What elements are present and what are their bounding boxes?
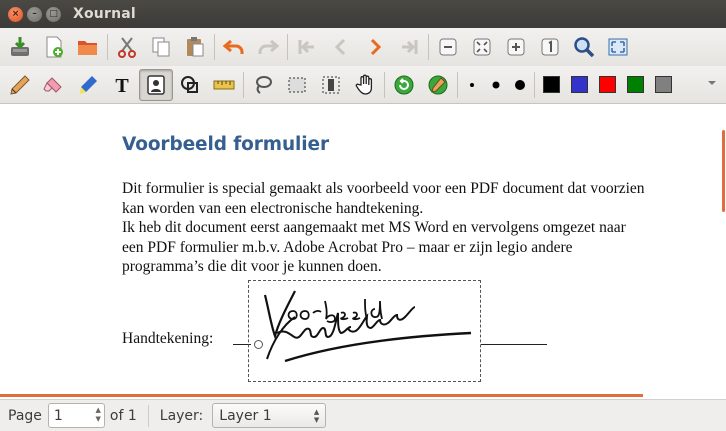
color-green-button[interactable] [621,69,649,101]
rect-select-icon [285,73,309,97]
default-tool-button[interactable] [387,69,421,101]
paragraph-line: Ik heb dit document eerst aangemaakt met MS Word en vervolgens omgezet naar [122,219,626,236]
zoom-fit-icon [470,35,494,59]
ruler-icon [212,73,236,97]
page-number-spinner[interactable] [48,403,105,428]
signature-line-right [481,344,547,345]
signature-label: Handtekening: [122,330,214,347]
undo-button[interactable] [217,31,251,63]
new-page-icon [42,35,66,59]
window-title: Xournal [73,6,136,22]
redo-button[interactable] [251,31,285,63]
svg-text:T: T [115,74,129,97]
zoom-normal-icon [538,35,562,59]
zoom-in-icon [504,35,528,59]
save-icon [8,35,32,59]
zoom-normal-button[interactable] [533,31,567,63]
default-pen-button[interactable] [421,69,455,101]
close-icon: × [11,8,20,19]
paragraph-line: Dit formulier is special gemaakt als voorbeeld voor een PDF document dat voorzien [122,180,645,197]
maximize-button[interactable] [46,7,61,22]
chevron-down-icon: ▼ [313,416,320,424]
horizontal-scrollbar[interactable] [0,394,643,397]
document-canvas[interactable] [0,104,726,399]
status-bar [0,399,726,431]
document-paragraph [122,179,702,277]
toolbar-separator [457,72,458,98]
hand-tool-icon [353,73,377,97]
dot-thick-icon [510,75,530,95]
previous-page-icon [329,35,353,59]
minimize-icon: – [32,8,37,19]
text-tool-icon [110,73,134,97]
signature-resize-handle[interactable] [254,340,263,349]
color-black-swatch [543,76,560,93]
page-count-label: of 1 [109,407,137,424]
pen-size-thick-button[interactable] [508,69,532,101]
layer-value: Layer 1 [219,407,272,424]
next-page-icon [363,35,387,59]
paste-button[interactable] [178,31,212,63]
page-label: Page [8,407,42,424]
image-tool-button[interactable] [139,69,173,101]
pen-size-medium-button[interactable] [484,69,508,101]
shape-recognizer-icon [178,73,202,97]
document-heading: Voorbeeld formulier [122,134,329,155]
open-button[interactable] [71,31,105,63]
toolbar-separator [214,34,215,60]
status-separator [148,405,149,427]
undo-icon [222,35,246,59]
last-page-button[interactable] [392,31,426,63]
zoom-fit-button[interactable] [465,31,499,63]
copy-button[interactable] [144,31,178,63]
tools-toolbar [0,66,726,104]
main-toolbar [0,28,726,66]
minimize-button[interactable] [27,7,42,22]
previous-page-button[interactable] [324,31,358,63]
redo-icon [256,35,280,59]
dot-fine-icon [462,75,482,95]
lasso-select-button[interactable] [246,69,280,101]
color-green-swatch [627,76,644,93]
eraser-button[interactable] [37,69,71,101]
pen-icon [8,73,32,97]
fullscreen-button[interactable] [601,31,635,63]
signature-selection-box[interactable] [248,280,481,382]
new-page-button[interactable] [37,31,71,63]
zoom-out-button[interactable] [431,31,465,63]
rect-select-button[interactable] [280,69,314,101]
open-folder-icon [76,35,100,59]
toolbar-separator [107,34,108,60]
title-bar [0,0,726,28]
color-black-button[interactable] [537,69,565,101]
zoom-search-icon [572,35,596,59]
shape-recognizer-button[interactable] [173,69,207,101]
window-controls [8,7,61,22]
close-button[interactable] [8,7,23,22]
pen-size-fine-button[interactable] [460,69,484,101]
copy-icon [149,35,173,59]
paragraph-line: een PDF formulier m.b.v. Adobe Acrobat Pro – maar er zijn legio andere [122,238,573,256]
dropdown-arrows [314,408,319,424]
default-tool-icon [392,73,416,97]
toolbar-separator [287,34,288,60]
cut-button[interactable] [110,31,144,63]
chevron-down-icon[interactable]: ▼ [95,415,101,423]
color-red-swatch [599,76,616,93]
paragraph-line: programma’s die dit voor je kunnen doen. [122,258,382,275]
color-blue-button[interactable] [565,69,593,101]
color-gray-swatch [655,76,672,93]
chevron-up-icon: ▲ [313,408,320,416]
highlighter-icon [76,73,100,97]
save-button[interactable] [3,31,37,63]
ruler-button[interactable] [207,69,241,101]
color-gray-button[interactable] [649,69,677,101]
next-page-button[interactable] [358,31,392,63]
chevron-up-icon[interactable]: ▲ [95,406,101,414]
page-number-value[interactable]: 1 [53,407,63,424]
zoom-search-button[interactable] [567,31,601,63]
highlighter-button[interactable] [71,69,105,101]
toolbar-separator [384,72,385,98]
color-red-button[interactable] [593,69,621,101]
vertical-scrollbar[interactable] [722,130,725,212]
zoom-in-button[interactable] [499,31,533,63]
image-tool-icon [144,73,168,97]
hand-tool-button[interactable] [348,69,382,101]
first-page-icon [295,35,319,59]
color-blue-swatch [571,76,588,93]
fullscreen-icon [606,35,630,59]
maximize-icon: □ [49,8,58,19]
vertical-space-icon [319,73,343,97]
text-tool-button[interactable] [105,69,139,101]
spinner-arrows[interactable] [96,406,101,424]
first-page-button[interactable] [290,31,324,63]
last-page-icon [397,35,421,59]
zoom-out-icon [436,35,460,59]
paragraph-line: kan worden van een electronische handtekening. [122,199,424,217]
default-pen-icon [426,73,450,97]
toolbar-separator [243,72,244,98]
toolbar-separator [534,72,535,98]
vertical-space-button[interactable] [314,69,348,101]
pen-button[interactable] [3,69,37,101]
lasso-select-icon [251,73,275,97]
layer-label: Layer: [159,407,204,424]
chevron-down-icon [706,77,718,89]
signature-image [249,281,480,381]
cut-icon [115,35,139,59]
layer-dropdown[interactable] [212,403,326,428]
dot-medium-icon [486,75,506,95]
paste-icon [183,35,207,59]
eraser-icon [42,73,66,97]
toolbar-separator [428,34,429,60]
toolbar-overflow-button[interactable] [706,77,718,93]
